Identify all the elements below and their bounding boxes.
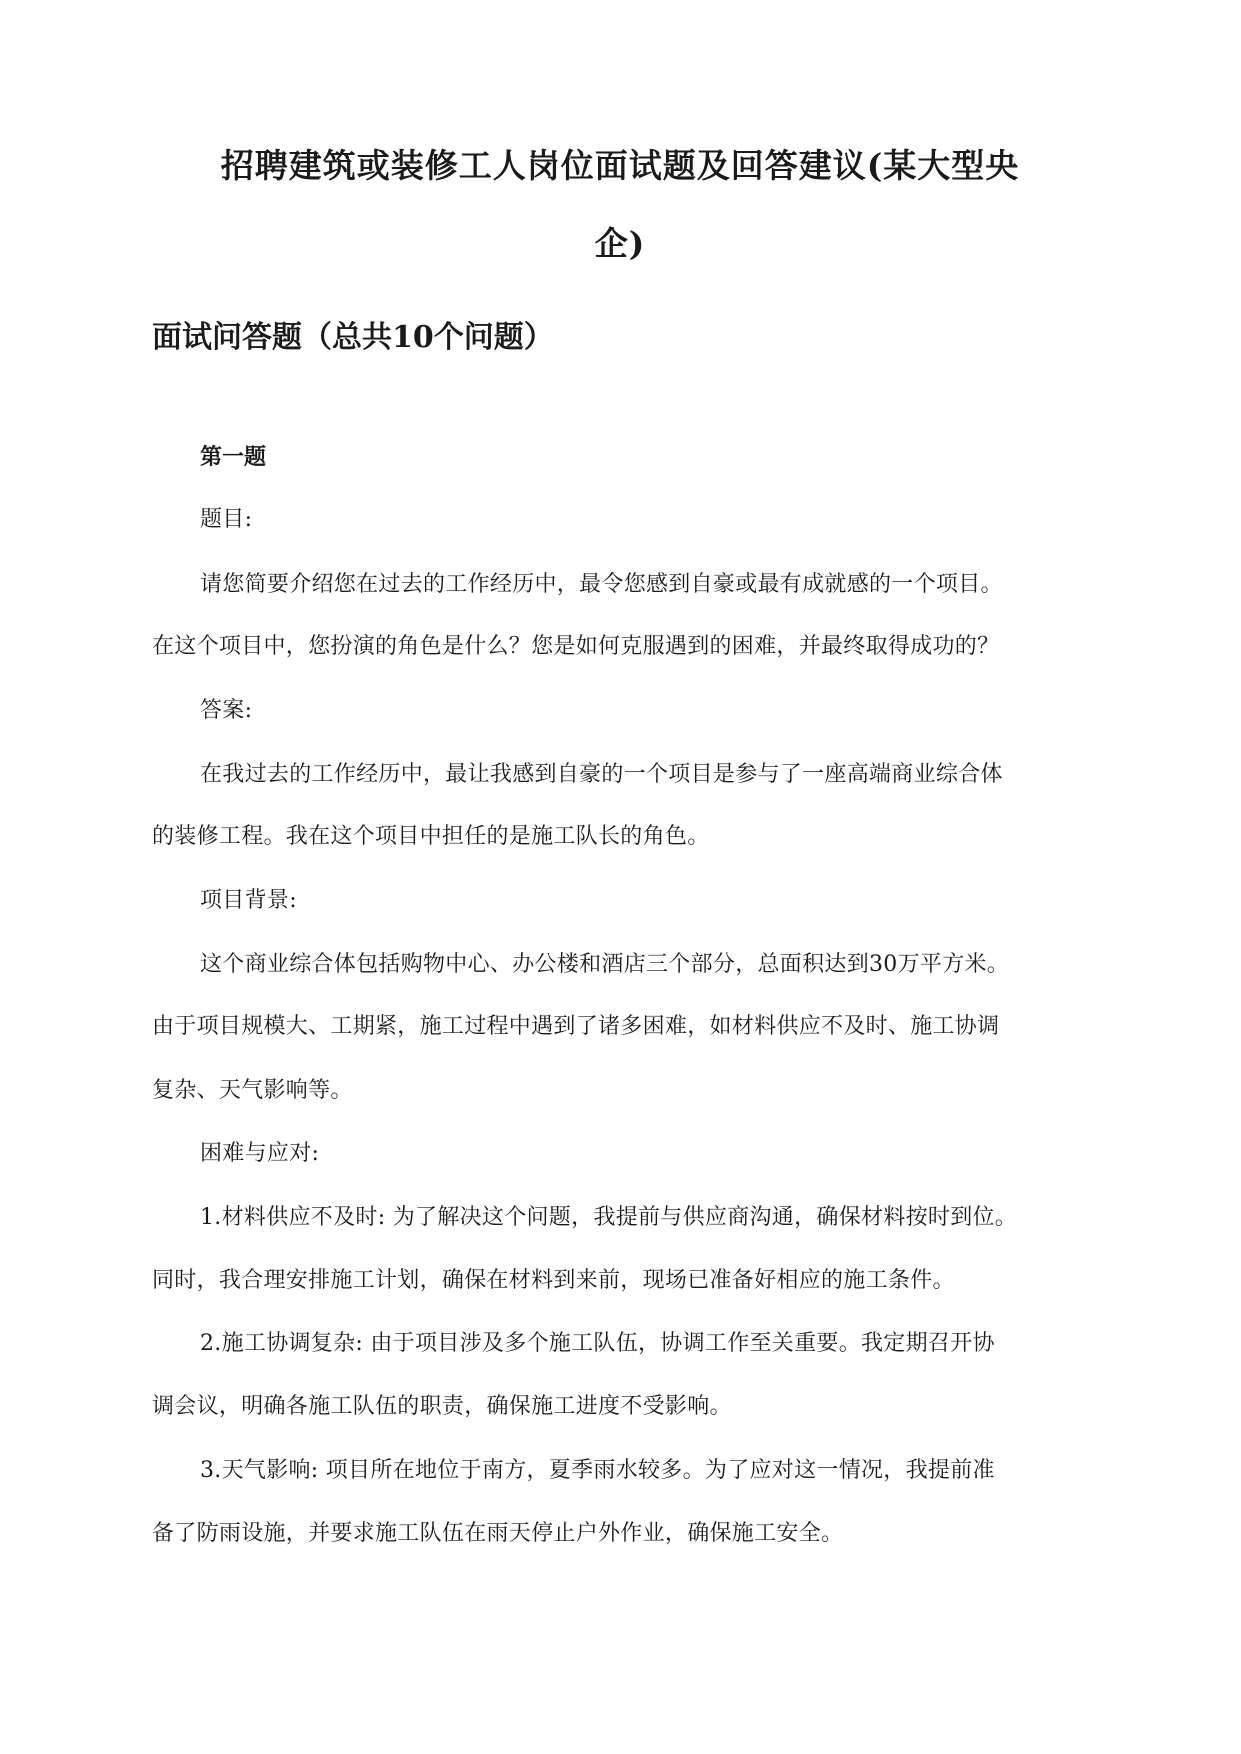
difficulty-item-1-line-1: 1.材料供应不及时: 为了解决这个问题，我提前与供应商沟通，确保材料按时到位。 [200,1205,1018,1230]
difficulty-item-3-line-2: 备了防雨设施，并要求施工队伍在雨天停止户外作业，确保施工安全。 [152,1521,844,1546]
background-text-line-2: 由于项目规模大、工期紧，施工过程中遇到了诸多困难，如材料供应不及时、施工协调 [152,1014,1000,1039]
difficulty-item-2-line-1: 2.施工协调复杂: 由于项目涉及多个施工队伍，协调工作至关重要。我定期召开协 [200,1331,995,1356]
answer-text-line-1: 在我过去的工作经历中，最让我感到自豪的一个项目是参与了一座高端商业综合体 [200,762,1003,787]
section-heading: 面试问答题（总共10个问题） [152,320,554,355]
question-text-line-1: 请您简要介绍您在过去的工作经历中，最令您感到自豪或最有成就感的一个项目。 [200,572,1003,597]
answer-text-line-2: 的装修工程。我在这个项目中担任的是施工队长的角色。 [152,824,710,849]
background-label: 项目背景: [200,888,297,913]
question-label: 题目: [200,507,253,532]
question-heading: 第一题 [200,444,267,470]
answer-label: 答案: [200,698,253,723]
difficulty-label: 困难与应对: [200,1141,320,1166]
difficulty-item-1-line-2: 同时，我合理安排施工计划，确保在材料到来前，现场已准备好相应的施工条件。 [152,1268,955,1293]
difficulty-item-3-line-1: 3.天气影响: 项目所在地位于南方，夏季雨水较多。为了应对这一情况，我提前准 [200,1458,995,1483]
document-title-line-2: 企) [594,224,646,263]
background-text-line-1: 这个商业综合体包括购物中心、办公楼和酒店三个部分，总面积达到30万平方米。 [200,952,1010,977]
background-text-line-3: 复杂、天气影响等。 [152,1078,353,1103]
question-text-line-2: 在这个项目中，您扮演的角色是什么？您是如何克服遇到的困难，并最终取得成功的？ [152,634,1000,659]
document-title-line-1: 招聘建筑或装修工人岗位面试题及回答建议(某大型央 [220,146,1020,185]
difficulty-item-2-line-2: 调会议，明确各施工队伍的职责，确保施工进度不受影响。 [152,1394,732,1419]
